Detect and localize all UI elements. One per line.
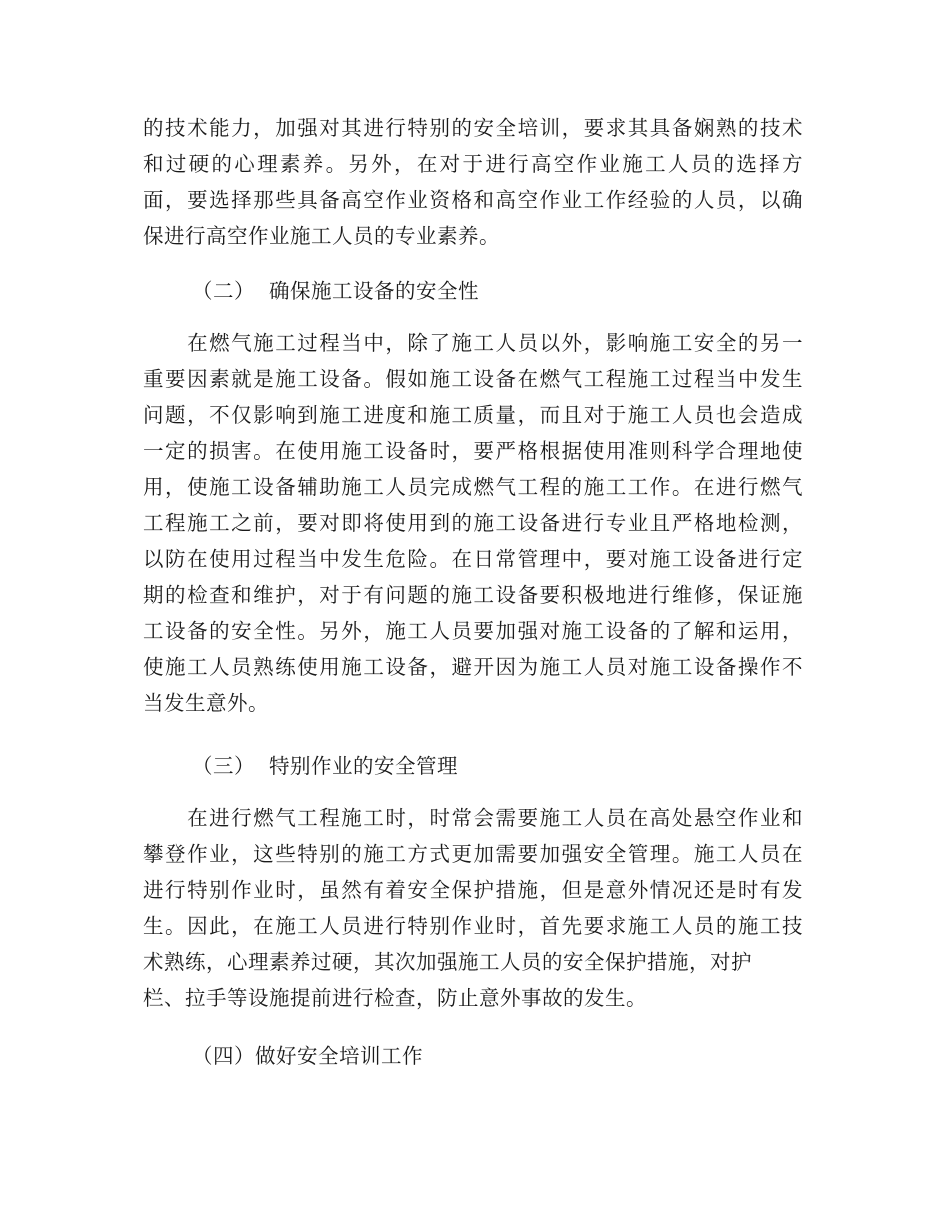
text-line: 的技术能力，加强对其进行特别的安全培训，要求其具备娴熟的技术 xyxy=(143,116,803,140)
text-line: 用，使施工设备辅助施工人员完成燃气工程的施工工作。在进行燃气 xyxy=(143,475,803,499)
text-line: 术熟练，心理素养过硬，其次加强施工人员的安全保护措施，对护 xyxy=(143,950,752,974)
text-line: 保进行高空作业施工人员的专业素养。 xyxy=(143,224,500,248)
paragraph-equipment-safety xyxy=(143,325,803,721)
text-line: 和过硬的心理素养。另外，在对于进行高空作业施工人员的选择方 xyxy=(143,152,803,176)
text-line: 当发生意外。 xyxy=(143,691,269,715)
section-heading-safety-training: （四）做好安全培训工作 xyxy=(192,1044,423,1068)
section-heading-special-operations: （三） 特别作业的安全管理 xyxy=(192,754,459,778)
text-line: 工设备的安全性。另外，施工人员要加强对施工设备的了解和运用， xyxy=(143,619,803,643)
text-line: 在燃气施工过程当中，除了施工人员以外，影响施工安全的另一 xyxy=(143,331,803,355)
text-line: 在进行燃气工程施工时，时常会需要施工人员在高处悬空作业和 xyxy=(143,806,803,830)
text-line: 一定的损害。在使用施工设备时，要严格根据使用准则科学合理地使 xyxy=(143,439,803,463)
text-line: 生。因此，在施工人员进行特别作业时，首先要求施工人员的施工技 xyxy=(143,914,803,938)
paragraph-special-operations xyxy=(143,800,803,1016)
text-line: 使施工人员熟练使用施工设备，避开因为施工人员对施工设备操作不 xyxy=(143,655,803,679)
text-line: 面，要选择那些具备高空作业资格和高空作业工作经验的人员，以确 xyxy=(143,188,803,212)
text-line: 重要因素就是施工设备。假如施工设备在燃气工程施工过程当中发生 xyxy=(143,367,803,391)
text-line: 攀登作业，这些特别的施工方式更加需要加强安全管理。施工人员在 xyxy=(143,842,803,866)
text-line: 期的检查和维护，对于有问题的施工设备要积极地进行维修，保证施 xyxy=(143,583,803,607)
paragraph-operator-skills xyxy=(143,110,803,254)
section-heading-equipment-safety: （二） 确保施工设备的安全性 xyxy=(192,279,480,303)
text-line: 栏、拉手等设施提前进行检查，防止意外事故的发生。 xyxy=(143,986,647,1010)
text-line: 问题，不仅影响到施工进度和施工质量，而且对于施工人员也会造成 xyxy=(143,403,803,427)
text-line: 工程施工之前，要对即将使用到的施工设备进行专业且严格地检测， xyxy=(143,511,803,535)
text-line: 进行特别作业时，虽然有着安全保护措施，但是意外情况还是时有发 xyxy=(143,878,803,902)
text-line: 以防在使用过程当中发生危险。在日常管理中，要对施工设备进行定 xyxy=(143,547,803,571)
